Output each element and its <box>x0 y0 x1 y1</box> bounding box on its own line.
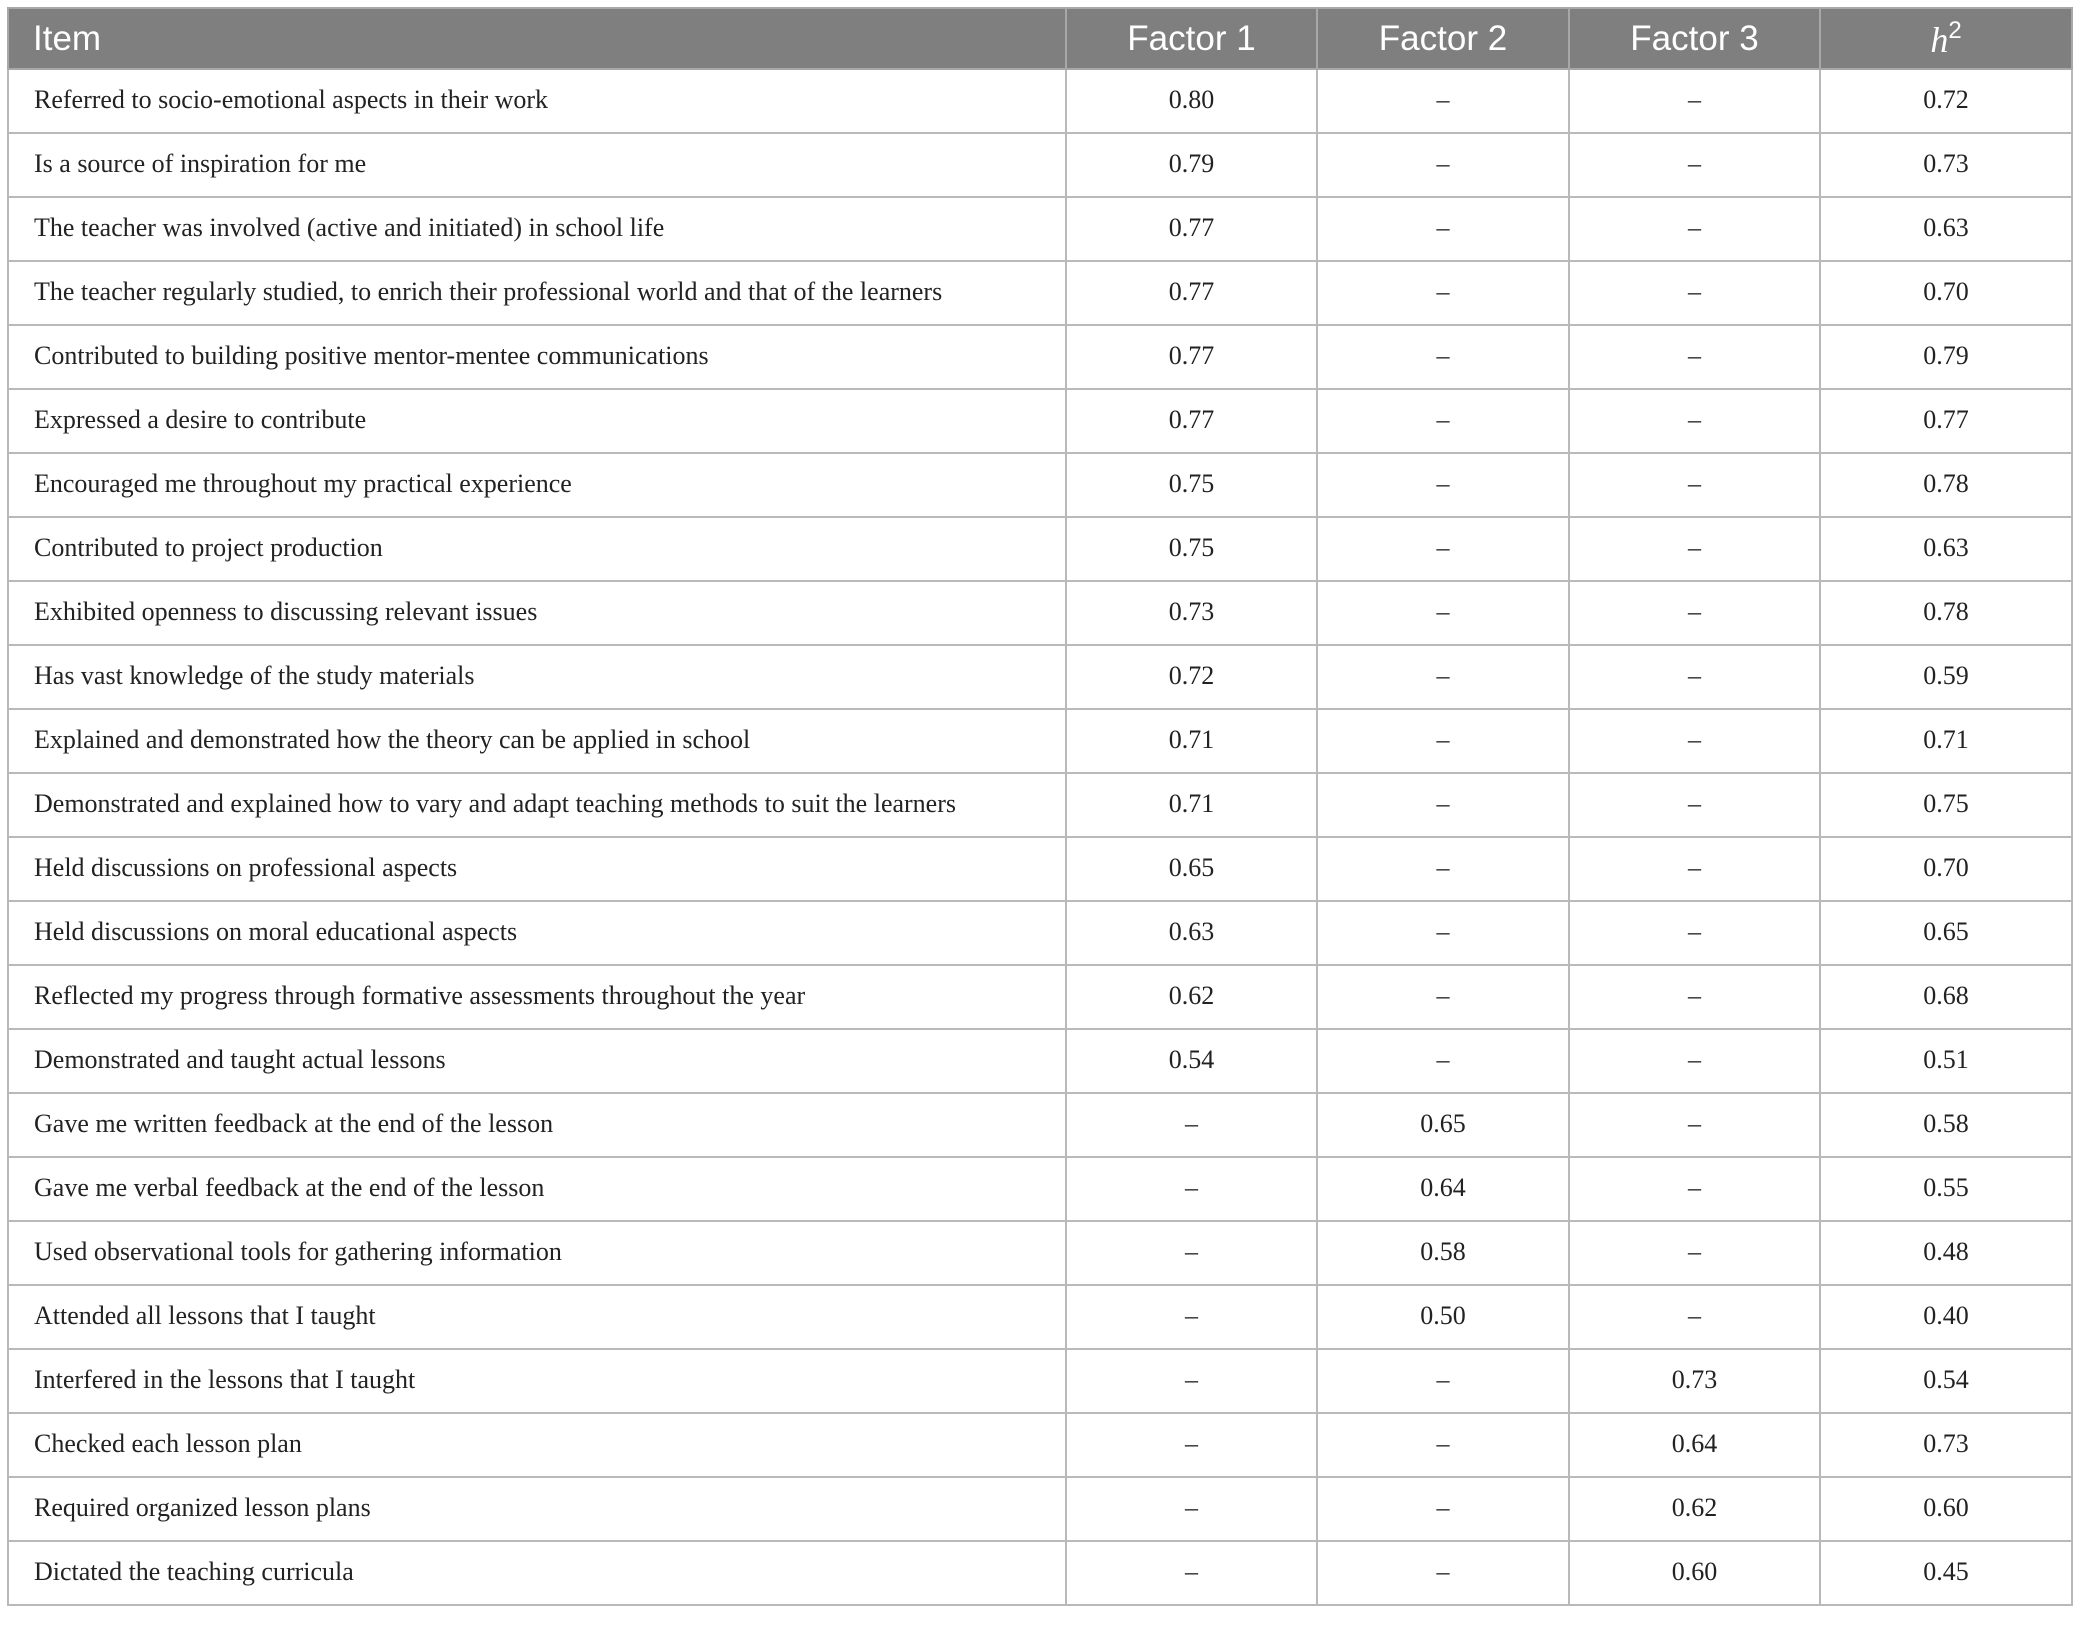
factor-3-cell: – <box>1569 1093 1820 1157</box>
factor-3-cell: – <box>1569 837 1820 901</box>
table-row <box>8 965 2072 1029</box>
table-row <box>8 581 2072 645</box>
table-row <box>8 1029 2072 1093</box>
factor-3-cell: – <box>1569 1157 1820 1221</box>
header-factor-3: Factor 3 <box>1569 8 1820 69</box>
communality-cell: 0.77 <box>1820 389 2072 453</box>
item-cell: Used observational tools for gathering information <box>8 1221 1066 1285</box>
factor-3-cell: – <box>1569 1221 1820 1285</box>
header-communality <box>1820 8 2072 69</box>
table-row <box>8 1349 2072 1413</box>
factor-1-cell: 0.65 <box>1066 837 1317 901</box>
factor-2-cell: – <box>1317 581 1569 645</box>
communality-cell: 0.79 <box>1820 325 2072 389</box>
item-cell: Has vast knowledge of the study materials <box>8 645 1066 709</box>
communality-cell: 0.72 <box>1820 69 2072 133</box>
factor-3-cell: 0.73 <box>1569 1349 1820 1413</box>
table-row <box>8 1541 2072 1605</box>
factor-2-cell: – <box>1317 453 1569 517</box>
factor-1-cell: 0.77 <box>1066 261 1317 325</box>
communality-symbol: h <box>1930 20 1949 60</box>
factor-1-cell: 0.77 <box>1066 389 1317 453</box>
communality-cell: 0.75 <box>1820 773 2072 837</box>
factor-3-cell: – <box>1569 709 1820 773</box>
factor-1-cell: 0.80 <box>1066 69 1317 133</box>
item-cell: Exhibited openness to discussing relevant issues <box>8 581 1066 645</box>
table-body <box>8 69 2072 1605</box>
communality-cell: 0.68 <box>1820 965 2072 1029</box>
communality-cell: 0.63 <box>1820 197 2072 261</box>
table-row <box>8 69 2072 133</box>
factor-3-cell: – <box>1569 325 1820 389</box>
communality-superscript: 2 <box>1948 17 1962 44</box>
factor-3-cell: – <box>1569 453 1820 517</box>
factor-2-cell: – <box>1317 901 1569 965</box>
factor-2-cell: 0.50 <box>1317 1285 1569 1349</box>
communality-cell: 0.73 <box>1820 133 2072 197</box>
factor-2-cell: 0.65 <box>1317 1093 1569 1157</box>
table-row <box>8 1221 2072 1285</box>
factor-3-cell: – <box>1569 965 1820 1029</box>
item-cell: Explained and demonstrated how the theory can be applied in school <box>8 709 1066 773</box>
communality-cell: 0.58 <box>1820 1093 2072 1157</box>
item-cell: Held discussions on moral educational aspects <box>8 901 1066 965</box>
item-cell: Checked each lesson plan <box>8 1413 1066 1477</box>
factor-3-cell: – <box>1569 645 1820 709</box>
factor-2-cell: – <box>1317 1413 1569 1477</box>
factor-2-cell: – <box>1317 261 1569 325</box>
table-row <box>8 773 2072 837</box>
communality-cell: 0.73 <box>1820 1413 2072 1477</box>
factor-3-cell: – <box>1569 517 1820 581</box>
factor-2-cell: – <box>1317 965 1569 1029</box>
factor-2-cell: – <box>1317 325 1569 389</box>
item-cell: Interfered in the lessons that I taught <box>8 1349 1066 1413</box>
table-row <box>8 1093 2072 1157</box>
table-row <box>8 389 2072 453</box>
factor-2-cell: – <box>1317 837 1569 901</box>
factor-1-cell: 0.63 <box>1066 901 1317 965</box>
communality-cell: 0.65 <box>1820 901 2072 965</box>
table-row <box>8 325 2072 389</box>
factor-2-cell: – <box>1317 709 1569 773</box>
factor-1-cell: – <box>1066 1413 1317 1477</box>
header-row <box>8 8 2072 69</box>
item-cell: Gave me written feedback at the end of the lesson <box>8 1093 1066 1157</box>
item-cell: Gave me verbal feedback at the end of the lesson <box>8 1157 1066 1221</box>
communality-cell: 0.78 <box>1820 581 2072 645</box>
factor-2-cell: – <box>1317 133 1569 197</box>
communality-cell: 0.70 <box>1820 261 2072 325</box>
factor-1-cell: 0.62 <box>1066 965 1317 1029</box>
factor-1-cell: 0.73 <box>1066 581 1317 645</box>
factor-1-cell: – <box>1066 1541 1317 1605</box>
factor-1-cell: 0.54 <box>1066 1029 1317 1093</box>
item-cell: The teacher was involved (active and initiated) in school life <box>8 197 1066 261</box>
table-header <box>8 8 2072 69</box>
item-cell: The teacher regularly studied, to enrich their professional world and that of the learners <box>8 261 1066 325</box>
factor-3-cell: – <box>1569 133 1820 197</box>
item-cell: Dictated the teaching curricula <box>8 1541 1066 1605</box>
communality-cell: 0.60 <box>1820 1477 2072 1541</box>
factor-1-cell: – <box>1066 1285 1317 1349</box>
factor-2-cell: 0.58 <box>1317 1221 1569 1285</box>
factor-2-cell: – <box>1317 645 1569 709</box>
header-factor-2: Factor 2 <box>1317 8 1569 69</box>
factor-3-cell: – <box>1569 581 1820 645</box>
factor-3-cell: 0.60 <box>1569 1541 1820 1605</box>
factor-2-cell: – <box>1317 1029 1569 1093</box>
item-cell: Contributed to building positive mentor-mentee communications <box>8 325 1066 389</box>
factor-1-cell: – <box>1066 1157 1317 1221</box>
item-cell: Encouraged me throughout my practical experience <box>8 453 1066 517</box>
header-item: Item <box>8 8 1066 69</box>
factor-3-cell: – <box>1569 261 1820 325</box>
factor-1-cell: 0.71 <box>1066 773 1317 837</box>
factor-3-cell: – <box>1569 1285 1820 1349</box>
item-cell: Reflected my progress through formative assessments throughout the year <box>8 965 1066 1029</box>
table-row <box>8 197 2072 261</box>
table-row <box>8 517 2072 581</box>
factor-1-cell: 0.72 <box>1066 645 1317 709</box>
item-cell: Required organized lesson plans <box>8 1477 1066 1541</box>
communality-cell: 0.45 <box>1820 1541 2072 1605</box>
communality-cell: 0.70 <box>1820 837 2072 901</box>
table-row <box>8 1477 2072 1541</box>
factor-1-cell: 0.77 <box>1066 325 1317 389</box>
item-cell: Demonstrated and explained how to vary and adapt teaching methods to suit the learners <box>8 773 1066 837</box>
factor-2-cell: – <box>1317 517 1569 581</box>
factor-3-cell: 0.64 <box>1569 1413 1820 1477</box>
item-cell: Held discussions on professional aspects <box>8 837 1066 901</box>
factor-1-cell: – <box>1066 1349 1317 1413</box>
factor-2-cell: – <box>1317 773 1569 837</box>
communality-cell: 0.48 <box>1820 1221 2072 1285</box>
table-row <box>8 133 2072 197</box>
communality-cell: 0.54 <box>1820 1349 2072 1413</box>
factor-1-cell: – <box>1066 1477 1317 1541</box>
communality-cell: 0.51 <box>1820 1029 2072 1093</box>
table-row <box>8 1413 2072 1477</box>
factor-2-cell: – <box>1317 1349 1569 1413</box>
factor-3-cell: – <box>1569 773 1820 837</box>
factor-3-cell: – <box>1569 1029 1820 1093</box>
communality-cell: 0.78 <box>1820 453 2072 517</box>
factor-2-cell: – <box>1317 1541 1569 1605</box>
factor-1-cell: 0.71 <box>1066 709 1317 773</box>
factor-2-cell: – <box>1317 197 1569 261</box>
factor-2-cell: – <box>1317 389 1569 453</box>
item-cell: Contributed to project production <box>8 517 1066 581</box>
factor-1-cell: 0.75 <box>1066 453 1317 517</box>
factor-3-cell: – <box>1569 389 1820 453</box>
header-factor-1: Factor 1 <box>1066 8 1317 69</box>
factor-3-cell: – <box>1569 901 1820 965</box>
factor-2-cell: 0.64 <box>1317 1157 1569 1221</box>
item-cell: Is a source of inspiration for me <box>8 133 1066 197</box>
table-row <box>8 645 2072 709</box>
communality-cell: 0.63 <box>1820 517 2072 581</box>
item-cell: Expressed a desire to contribute <box>8 389 1066 453</box>
communality-cell: 0.71 <box>1820 709 2072 773</box>
factor-2-cell: – <box>1317 1477 1569 1541</box>
factor-1-cell: 0.79 <box>1066 133 1317 197</box>
factor-1-cell: 0.75 <box>1066 517 1317 581</box>
item-cell: Referred to socio-emotional aspects in their work <box>8 69 1066 133</box>
factor-1-cell: – <box>1066 1093 1317 1157</box>
table-row <box>8 261 2072 325</box>
factor-1-cell: – <box>1066 1221 1317 1285</box>
communality-cell: 0.59 <box>1820 645 2072 709</box>
item-cell: Attended all lessons that I taught <box>8 1285 1066 1349</box>
factor-3-cell: – <box>1569 197 1820 261</box>
communality-cell: 0.40 <box>1820 1285 2072 1349</box>
table-row <box>8 453 2072 517</box>
factor-1-cell: 0.77 <box>1066 197 1317 261</box>
factor-3-cell: – <box>1569 69 1820 133</box>
table-row <box>8 1285 2072 1349</box>
table-row <box>8 901 2072 965</box>
item-cell: Demonstrated and taught actual lessons <box>8 1029 1066 1093</box>
factor-3-cell: 0.62 <box>1569 1477 1820 1541</box>
factor-2-cell: – <box>1317 69 1569 133</box>
table-row <box>8 1157 2072 1221</box>
table-row <box>8 837 2072 901</box>
factor-loadings-table <box>7 7 2073 1606</box>
table-row <box>8 709 2072 773</box>
communality-cell: 0.55 <box>1820 1157 2072 1221</box>
